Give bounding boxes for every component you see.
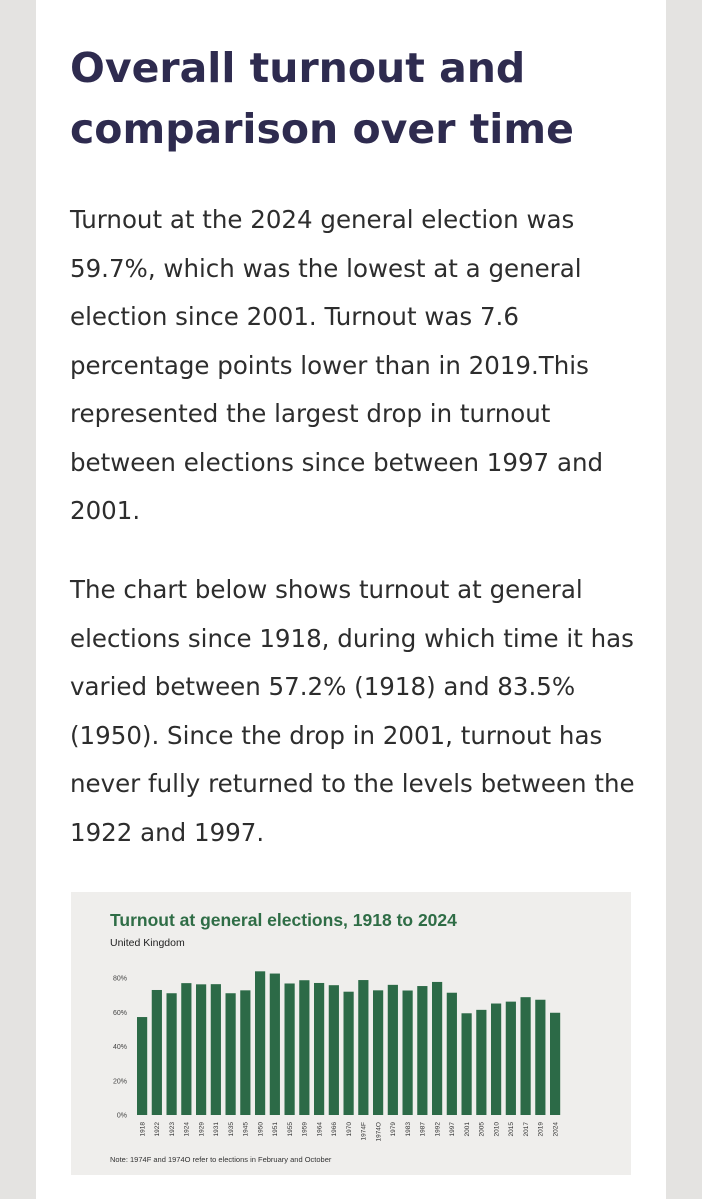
bar-1997 xyxy=(447,993,457,1115)
bar-1931 xyxy=(211,984,221,1115)
x-tick-label: 1931 xyxy=(213,1122,221,1137)
x-tick-label: 1970 xyxy=(345,1122,353,1137)
article-paragraph-1: Turnout at the 2024 general election was 59.7%, which was the lowest at a general election since 2001. Turnout was 7.6 percentage points lower than in 2019.This represented the largest drop in turnout between elections since between 1997 and 2001. xyxy=(70,205,604,525)
chart-note: Note: 1974F and 1974O refer to elections in February and October xyxy=(110,1155,332,1164)
chart-plot xyxy=(71,892,631,1175)
x-tick-label: 1979 xyxy=(390,1122,398,1137)
bar-2010 xyxy=(491,1004,501,1115)
x-tick-label: 1924 xyxy=(183,1122,191,1137)
x-tick-label: 1950 xyxy=(257,1122,265,1137)
bar-1983 xyxy=(403,991,413,1115)
article-paragraph-2: The chart below shows turnout at general elections since 1918, during which time it has varied between 57.2% (1918) and 83.5% (1950). Since the drop in 2001, turnout has never fully returned to the levels between the 1922 and 1997. xyxy=(70,575,635,847)
x-tick-label: 1945 xyxy=(242,1122,250,1137)
bar-2005 xyxy=(476,1010,486,1115)
y-tick-label: 40% xyxy=(112,1044,127,1051)
y-tick-label: 60% xyxy=(112,1009,127,1017)
bar-2017 xyxy=(521,997,531,1115)
x-tick-label: 1974O xyxy=(375,1122,383,1142)
bar-1922 xyxy=(152,990,162,1115)
bar-1970 xyxy=(344,992,354,1115)
bar-1950 xyxy=(255,971,265,1115)
bar-1918 xyxy=(137,1017,147,1115)
bar-1935 xyxy=(226,993,236,1115)
bar-2019 xyxy=(535,1000,545,1115)
bar-1959 xyxy=(299,980,309,1115)
x-tick-label: 1983 xyxy=(404,1122,412,1137)
y-tick-label: 20% xyxy=(112,1078,127,1086)
bar-1945 xyxy=(240,990,250,1115)
bar-1979 xyxy=(388,985,398,1115)
x-tick-label: 2005 xyxy=(478,1122,486,1137)
x-tick-label: 1955 xyxy=(286,1122,294,1137)
x-tick-label: 1951 xyxy=(272,1122,280,1137)
x-tick-label: 1935 xyxy=(227,1122,235,1137)
bar-1929 xyxy=(196,984,206,1115)
chart-subtitle: United Kingdom xyxy=(110,937,185,949)
bar-1992 xyxy=(432,982,442,1115)
bar-1955 xyxy=(285,983,295,1115)
chart-title: Turnout at general elections, 1918 to 2024 xyxy=(110,910,457,930)
x-tick-label: 2001 xyxy=(463,1122,471,1137)
article-title: Overall turnout and comparison over time xyxy=(70,44,574,153)
bar-2015 xyxy=(506,1002,516,1115)
x-tick-label: 1966 xyxy=(331,1122,339,1137)
x-tick-label: 1992 xyxy=(434,1122,442,1137)
bar-1974F xyxy=(358,980,368,1115)
bar-1924 xyxy=(181,983,191,1115)
x-tick-label: 2024 xyxy=(552,1122,560,1137)
x-tick-label: 1974F xyxy=(360,1122,368,1141)
x-tick-label: 1922 xyxy=(154,1122,162,1137)
x-tick-label: 1918 xyxy=(139,1122,147,1137)
bar-2001 xyxy=(462,1013,472,1115)
x-tick-label: 1987 xyxy=(419,1122,427,1137)
x-tick-label: 2019 xyxy=(537,1122,545,1137)
y-tick-label: 80% xyxy=(112,975,127,983)
bar-1923 xyxy=(167,993,177,1115)
x-tick-label: 2015 xyxy=(508,1122,516,1137)
bar-1987 xyxy=(417,986,427,1115)
x-tick-label: 1923 xyxy=(168,1122,176,1137)
bar-1966 xyxy=(329,985,339,1115)
x-tick-label: 2017 xyxy=(522,1122,530,1137)
bar-1964 xyxy=(314,983,324,1115)
y-tick-label: 0% xyxy=(116,1112,127,1120)
x-tick-label: 2010 xyxy=(493,1122,501,1137)
x-tick-label: 1964 xyxy=(316,1122,324,1137)
article-card xyxy=(36,0,666,1199)
x-tick-label: 1959 xyxy=(301,1122,309,1137)
bar-2024 xyxy=(550,1013,560,1115)
bar-1951 xyxy=(270,974,280,1115)
x-tick-label: 1997 xyxy=(449,1122,457,1137)
bar-1974O xyxy=(373,990,383,1115)
x-tick-label: 1929 xyxy=(198,1122,206,1137)
turnout-chart xyxy=(71,892,631,1175)
